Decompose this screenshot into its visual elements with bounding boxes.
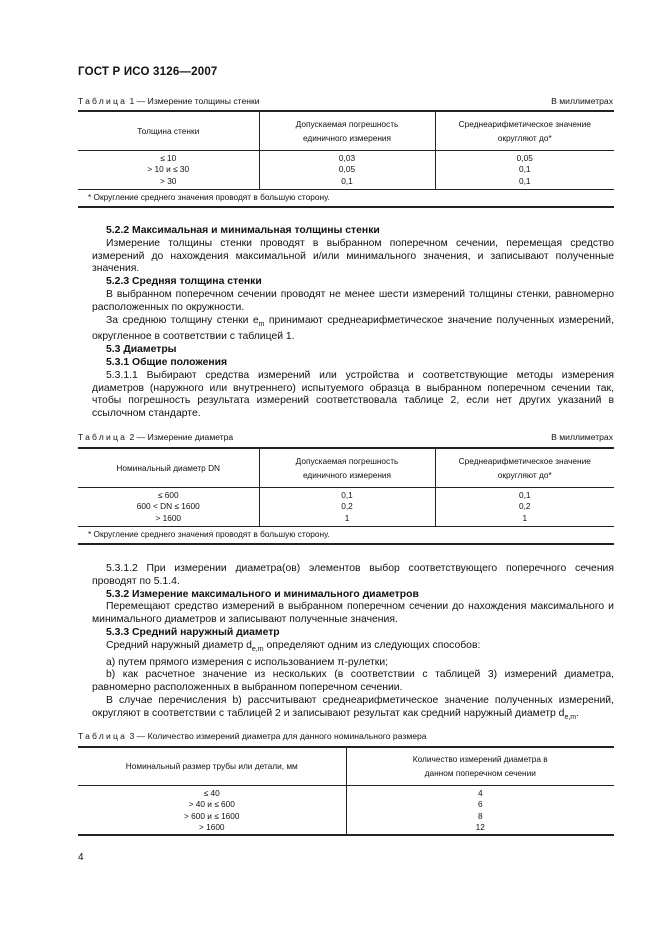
- table-cell: 0,03: [338, 152, 356, 163]
- table2-header-col1: Номинальный диаметр DN: [78, 448, 259, 487]
- table2-col3-cells: [435, 487, 614, 526]
- paragraph-5-3-1-1: 5.3.1.1 Выбирают средства измерений или устройства и соответствующие методы измерения диаметров (наружного или внутреннего) испытуемого образца в выбранном поперечном сечении так, чтобы погрешность результата измерений соответствовала таблице 2, если нет других указаний в ссылочном стандарте.: [92, 369, 614, 420]
- section-heading-5-3-1: 5.3.1 Общие положения: [106, 357, 228, 369]
- table2-header-col3-text: Среднеарифметическое значение округляют до*: [458, 455, 591, 480]
- list-item-a: a) путем прямого измерения с использованием π-рулетки;: [106, 656, 389, 668]
- table-cell: > 10 и ≤ 30: [147, 164, 190, 174]
- table-cell: > 1600: [155, 512, 182, 523]
- table-cell: 1: [522, 512, 528, 523]
- text-block-5-3-1-2-to-5-3-3: [92, 563, 614, 725]
- table1-units: В миллиметрах: [551, 96, 613, 106]
- table-cell: 0,2: [518, 501, 531, 511]
- subscript: m: [258, 320, 265, 328]
- table1-caption-title: 1 — Измерение толщины стенки: [127, 96, 260, 106]
- table2-caption-title: 2 — Измерение диаметра: [127, 432, 234, 442]
- table2-caption: [78, 432, 233, 442]
- table-cell: 12: [475, 822, 485, 832]
- section-heading-5-2-3: 5.2.3 Средняя толщина стенки: [106, 276, 262, 288]
- table1-caption-label: Таблица: [78, 96, 128, 106]
- table-cell: 0,1: [341, 175, 353, 186]
- paragraph-5-3-3-intro: [92, 640, 614, 657]
- table-cell: > 30: [160, 175, 177, 186]
- table3-caption: [78, 731, 427, 741]
- document-code: ГОСТ Р ИСО 3126—2007: [78, 66, 218, 78]
- table1-col3-cells: [435, 150, 614, 189]
- table1-header-col2: [259, 111, 435, 150]
- table-cell: 4: [477, 787, 483, 798]
- section-heading-5-2-2: 5.2.2 Максимальная и минимальная толщины стенки: [106, 225, 380, 236]
- table-cell: > 40 и ≤ 600: [188, 799, 235, 809]
- table-cell: 1: [344, 512, 350, 523]
- paragraph-text: принимают среднеарифметическое значение полученных измерений, округленное в соответствии с таблицей 1.: [92, 314, 614, 343]
- table1: [78, 110, 614, 208]
- table3-header-col2-text: Количество измерений диаметра в данном поперечном сечении: [412, 754, 548, 779]
- table2-header-row: [78, 448, 614, 487]
- table1-footnote: * Округление среднего значения проводят в большую сторону.: [78, 189, 614, 207]
- table2: [78, 447, 614, 545]
- paragraph-5-2-3-a: В выбранном поперечном сечении проводят не менее шести измерений толщины стенки, равномерно расположенных по окружности.: [92, 288, 614, 313]
- table-cell: > 1600: [198, 822, 225, 832]
- table2-units: В миллиметрах: [551, 432, 613, 442]
- table2-caption-label: Таблица: [78, 432, 128, 442]
- table1-header-col3: [435, 111, 614, 150]
- table-cell: 6: [477, 799, 483, 809]
- page-number: 4: [78, 852, 84, 863]
- table2-header-col2-text: Допускаемая погрешность единичного измерения: [295, 455, 399, 480]
- table2-header-col3: [435, 448, 614, 487]
- table-cell: ≤ 600: [157, 489, 179, 500]
- list-item-b: b) как расчетное значение из нескольких (в соответствии с таблицей 3) измерений диаметра, равномерно расположенных в выбранном поперечном сечении.: [92, 669, 614, 694]
- table-cell: > 600 и ≤ 1600: [183, 810, 240, 821]
- table-cell: 600 < DN ≤ 1600: [136, 501, 200, 511]
- section-heading-5-3-3: 5.3.3 Средний наружный диаметр: [106, 626, 280, 638]
- table-cell: 0,1: [341, 489, 353, 500]
- table3-header-col2: [346, 747, 614, 785]
- paragraph-text: За среднюю толщину стенки e: [106, 314, 259, 326]
- table3-header-col1: Номинальный размер трубы или детали, мм: [78, 747, 346, 785]
- table-cell: 0,1: [518, 164, 531, 174]
- table1-col1-cells: [78, 150, 259, 189]
- table3-caption-label: Таблица: [78, 731, 128, 741]
- section-heading-5-3-2: 5.3.2 Измерение максимального и минимального диаметров: [106, 588, 419, 600]
- table3-col2-cells: [346, 785, 614, 835]
- table2-col1-cells: [78, 487, 259, 526]
- table-cell: 0,2: [341, 501, 353, 511]
- table1-caption: [78, 96, 260, 106]
- table3-caption-title: 3 — Количество измерений диаметра для данного номинального размера: [127, 731, 427, 741]
- paragraph-text: .: [576, 707, 580, 719]
- subscript: e,m: [251, 645, 264, 653]
- table2-footnote: * Округление среднего значения проводят в большую сторону.: [78, 526, 614, 544]
- paragraph-text: определяют одним из следующих способов:: [263, 639, 481, 651]
- paragraph-5-3-1-2: 5.3.1.2 При измерении диаметра(ов) элементов выбор соответствующего поперечного сечения проводят по 5.1.4.: [92, 563, 614, 587]
- section-heading-5-3: 5.3 Диаметры: [106, 344, 177, 356]
- table1-col2-cells: [259, 150, 435, 189]
- table2-note-row: [78, 526, 614, 544]
- table-cell: 0,1: [518, 489, 531, 500]
- paragraph-text: В случае перечисления b) рассчитывают среднеарифметическое значение полученных измерений, округляют в соответствии с таблицей 2 и записывают результат как средний наружный диаметр d: [92, 695, 614, 719]
- table-cell: 0,05: [516, 152, 533, 163]
- paragraph-5-2-3-b: [92, 315, 614, 345]
- subscript: e,m: [564, 713, 577, 721]
- table1-body-row: [78, 150, 614, 189]
- table3: [78, 746, 614, 836]
- table-cell: 0,05: [338, 164, 356, 174]
- paragraph-5-2-2: Измерение толщины стенки проводят в выбранном поперечном сечении, перемещая средство измерений до нахождения максимальной и/или минимального значения, и записывают полученные значения.: [92, 237, 614, 275]
- table-cell: ≤ 10: [160, 152, 177, 163]
- table2-header-col2: [259, 448, 435, 487]
- table-cell: 0,1: [518, 175, 531, 186]
- table1-header-col1: Толщина стенки: [78, 111, 259, 150]
- table1-header-col3-text: Среднеарифметическое значение округляют до*: [458, 118, 591, 143]
- table3-col1-cells: [78, 785, 346, 835]
- table1-header-row: [78, 111, 614, 150]
- text-block-5-2-2-to-5-3-1: [92, 225, 614, 421]
- paragraph-5-3-3-result: [92, 695, 614, 725]
- table1-note-row: [78, 189, 614, 207]
- table1-header-col2-text: Допускаемая погрешность единичного измерения: [295, 118, 399, 143]
- table3-header-row: [78, 747, 614, 785]
- table3-body-row: [78, 785, 614, 835]
- table2-col2-cells: [259, 487, 435, 526]
- table-cell: ≤ 40: [203, 787, 220, 798]
- paragraph-5-3-2: Перемещают средство измерений в выбранном поперечном сечении до нахождения максимального и минимального диаметров и записывают полученные значения.: [92, 601, 614, 626]
- paragraph-text: Средний наружный диаметр d: [106, 639, 252, 651]
- table-cell: 8: [477, 810, 483, 821]
- table2-body-row: [78, 487, 614, 526]
